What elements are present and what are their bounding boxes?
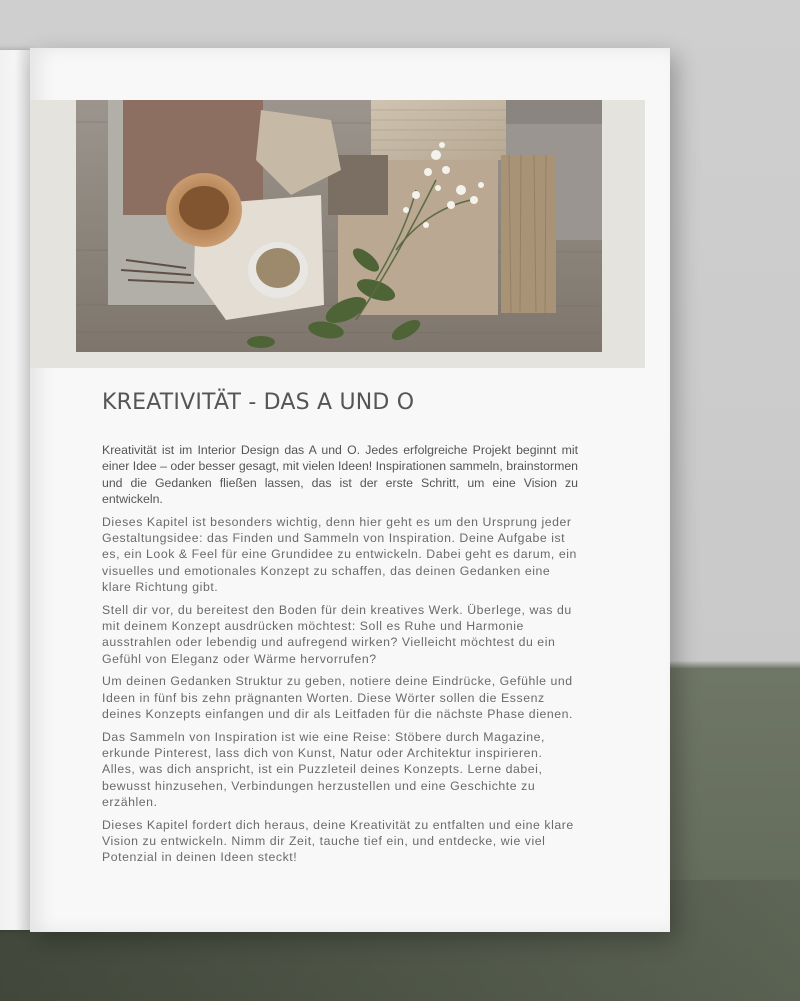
magazine-page — [30, 48, 670, 932]
article-paragraph-lead: Kreativität ist im Interior Design das A und O. Jedes erfolgreiche Projekt beginnt mit einer Idee – oder besser gesagt, mit vielen Ideen! Inspirationen sammeln, brainstormen und die Gedanken fließen lassen, das ist der erste Schritt, um eine Vision zu entwickeln. — [102, 443, 578, 507]
moodboard-photo — [76, 100, 602, 352]
article-title: KREATIVITÄT - DAS A UND O — [102, 390, 415, 415]
article-paragraph: Dieses Kapitel fordert dich heraus, deine Kreativität zu entfalten und eine klare Vision zu entwickeln. Nimm dir Zeit, tauche tief ein, und entdecke, wie viel Potenzial in deinen Ideen steckt! — [102, 817, 574, 865]
article-paragraph: Stell dir vor, du bereitest den Boden für dein kreatives Werk. Überlege, was du mit deinem Konzept ausdrücken möchtest: Soll es Ruhe und Harmonie ausstrahlen oder lebendig und aufregend wirken? Vielleicht möchtest du ein Gefühl von Eleganz oder Wärme hervorrufen? — [102, 602, 572, 666]
article-paragraph: Das Sammeln von Inspiration ist wie eine Reise: Stöbere durch Magazine, erkunde Pinterest, lass dich von Kunst, Natur oder Architektur inspirieren. Alles, was dich anspricht, ist ein Puzzleteil deines Konzepts. Lerne dabei, bewusst hinzusehen, Verbindungen herzustellen und eine Geschichte zu erzählen. — [102, 729, 545, 810]
left-page-edge — [0, 50, 30, 930]
article-paragraph: Dieses Kapitel ist besonders wichtig, denn hier geht es um den Ursprung jeder Gestaltungsidee: das Finden und Sammeln von Inspiration. Deine Aufgabe ist es, ein Look & Feel für eine Grundidee zu entwickeln. Dabei geht es darum, ein visuelles und emotionales Konzept zu schaffen, das deinen Gedanken eine klare Richtung gibt. — [102, 514, 577, 595]
article-paragraph: Um deinen Gedanken Struktur zu geben, notiere deine Eindrücke, Gefühle und Ideen in fünf bis zehn prägnanten Worten. Diese Wörter sollen die Essenz deines Konzepts einfangen und dir als Leitfaden für die nächste Phase dienen. — [102, 674, 573, 722]
article-body — [102, 442, 578, 872]
